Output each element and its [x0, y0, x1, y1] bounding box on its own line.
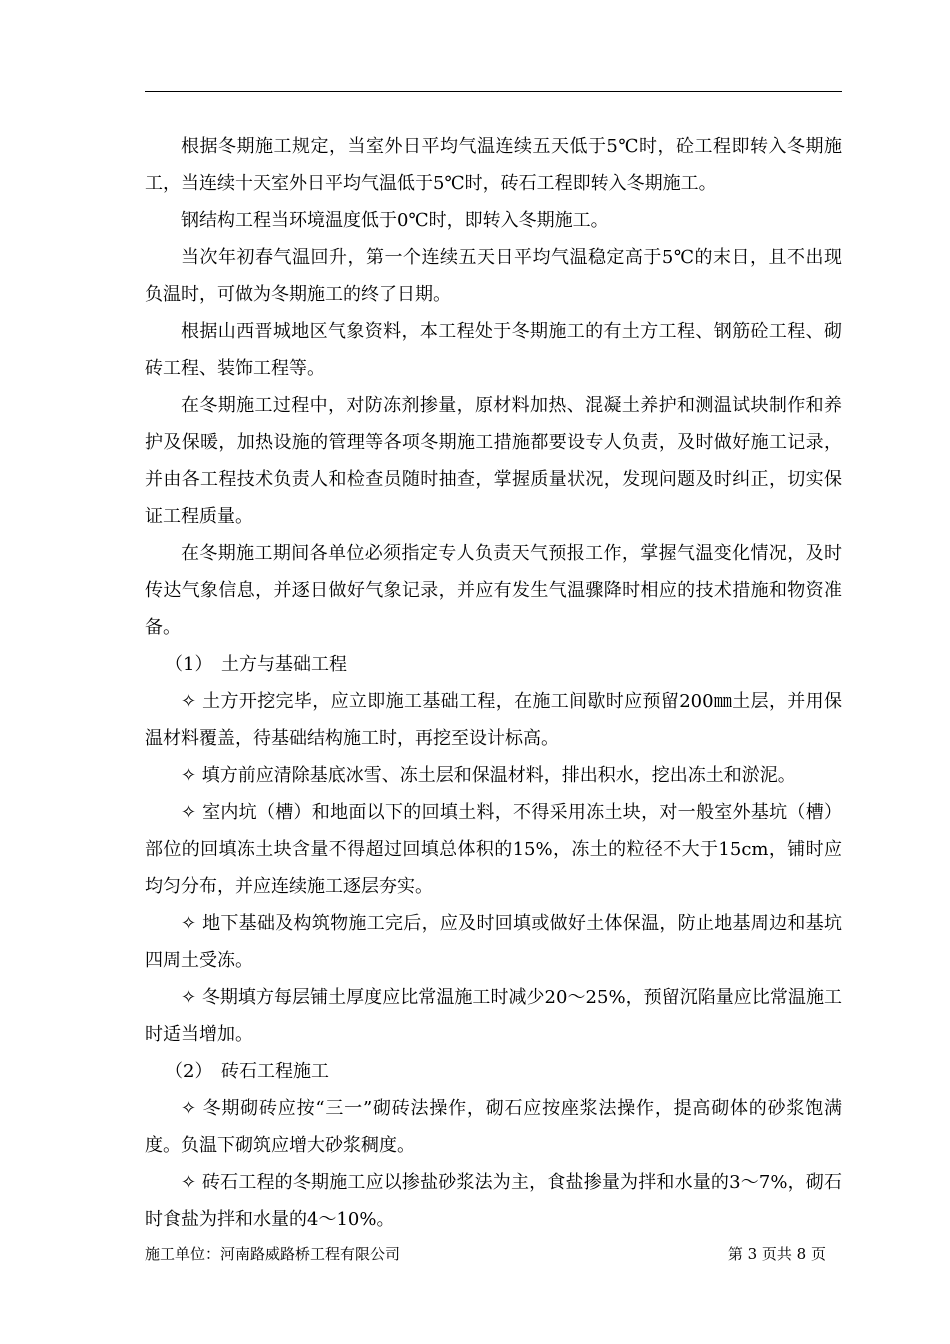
paragraph-weather-data: 根据山西晋城地区气象资料，本工程处于冬期施工的有土方工程、钢筋砼工程、砌砖工程、装饰工程等。 — [145, 321, 842, 379]
paragraph-steel-structure: 钢结构工程当环境温度低于0℃时，即转入冬期施工。 — [181, 210, 609, 231]
paragraph-responsibility: 在冬期施工过程中，对防冻剂掺量，原材料加热、混凝土养护和测温试块制作和养护及保暖，加热设施的管理等各项冬期施工措施都要设专人负责，及时做好施工记录，并由各工程技术负责人和检查员随时抽查，掌握质量状况，发现问题及时纠正，切实保证工程质量。 — [145, 395, 842, 527]
footer-page-number: 第 3 页共 8 页 — [727, 1245, 826, 1263]
paragraph-winter-start-rule: 根据冬期施工规定，当室外日平均气温连续五天低于5℃时，砼工程即转入冬期施工，当连续十天室外日平均气温低于5℃时，砖石工程即转入冬期施工。 — [145, 136, 842, 194]
document-body — [145, 128, 842, 1238]
bullet-foundation-protection: ✧ 地下基础及构筑物施工完后，应及时回填或做好土体保温，防止地基周边和基坑四周土受冻。 — [145, 913, 842, 971]
section-title: 土方与基础工程 — [221, 654, 347, 675]
section-number: （2） — [165, 1061, 213, 1082]
footer-company: 施工单位：河南路威路桥工程有限公司 — [145, 1245, 401, 1263]
section-number: （1） — [165, 654, 213, 675]
section-heading-earthwork — [145, 646, 842, 683]
bullet-bricklaying-method: ✧ 冬期砌砖应按“三一”砌砖法操作，砌石应按座浆法操作，提高砌体的砂浆饱满度。负温下砌筑应增大砂浆稠度。 — [145, 1098, 842, 1156]
section-heading-masonry — [145, 1053, 842, 1090]
bullet-backfill-material: ✧ 室内坑（槽）和地面以下的回填土料，不得采用冻土块，对一般室外基坑（槽）部位的回填冻土块含量不得超过回填总体积的15%，冻土的粒径不大于15cm，铺时应均匀分布，并应连续施工逐层夯实。 — [145, 802, 842, 897]
bullet-fill-thickness: ✧ 冬期填方每层铺土厚度应比常温施工时减少20～25%，预留沉陷量应比常温施工时适当增加。 — [145, 987, 842, 1045]
bullet-salt-mortar: ✧ 砖石工程的冬期施工应以掺盐砂浆法为主，食盐掺量为拌和水量的3～7%，砌石时食盐为拌和水量的4～10%。 — [145, 1172, 842, 1230]
paragraph-weather-forecast: 在冬期施工期间各单位必须指定专人负责天气预报工作，掌握气温变化情况，及时传达气象信息，并逐日做好气象记录，并应有发生气温骤降时相应的技术措施和物资准备。 — [145, 543, 842, 638]
bullet-fill-preparation: ✧ 填方前应清除基底冰雪、冻土层和保温材料，排出积水，挖出冻土和淤泥。 — [181, 765, 796, 786]
section-title: 砖石工程施工 — [221, 1061, 329, 1082]
paragraph-winter-end-date: 当次年初春气温回升，第一个连续五天日平均气温稳定高于5℃的末日，且不出现负温时，可做为冬期施工的终了日期。 — [145, 247, 842, 305]
header-rule — [145, 91, 842, 92]
bullet-excavation: ✧ 土方开挖完毕，应立即施工基础工程，在施工间歇时应预留200㎜土层，并用保温材料覆盖，待基础结构施工时，再挖至设计标高。 — [145, 691, 842, 749]
